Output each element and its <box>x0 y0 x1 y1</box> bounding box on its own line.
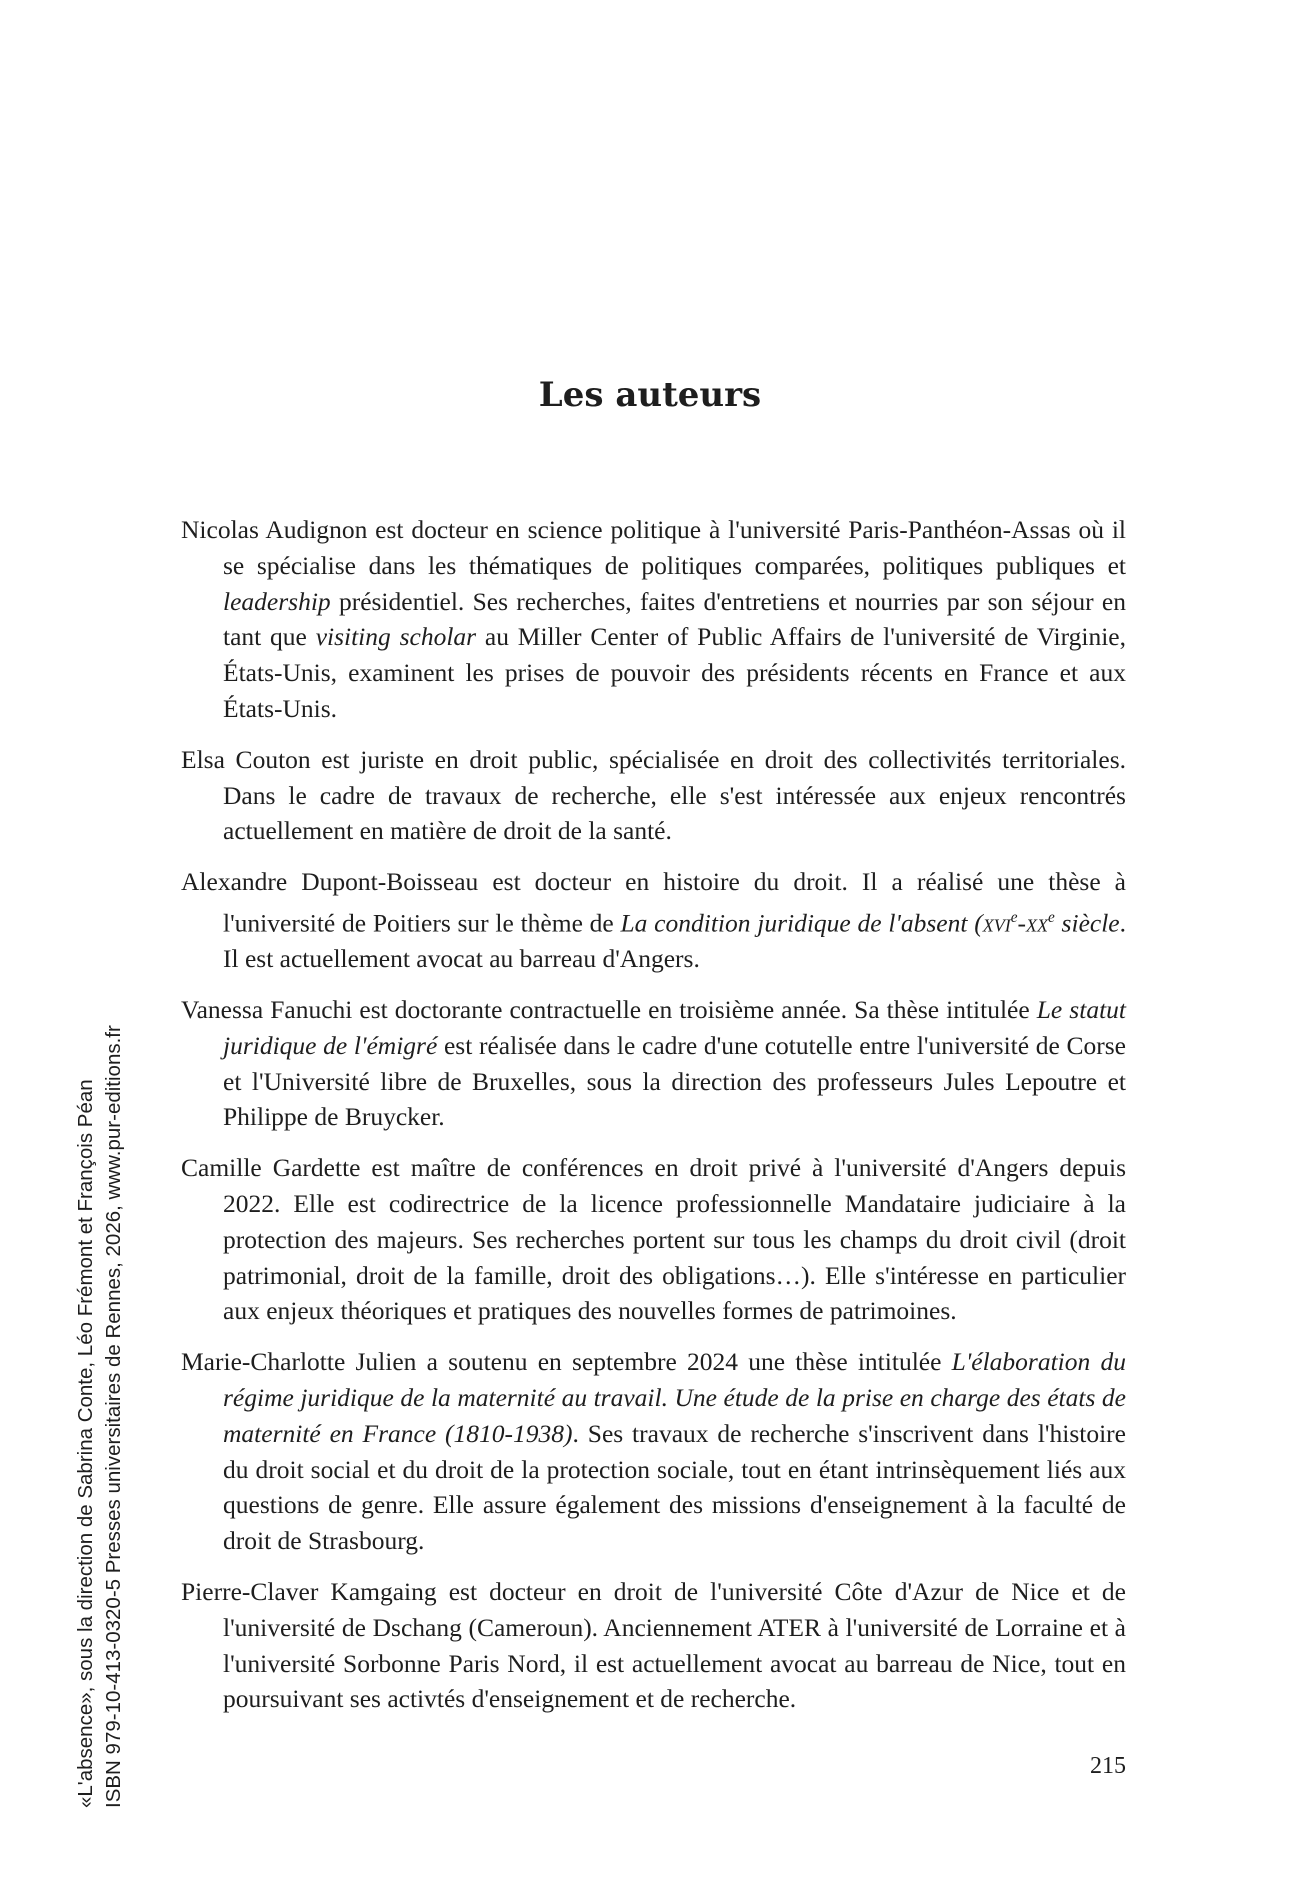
author-text: . Ses travaux de recherche s'inscrivent dans l'histoire du droit social et du droit de la protection sociale, tout en étant intrinsèquement liés aux questions de genre. Elle assure également des missions d'enseignement à la faculté de droit de Strasbourg. <box>223 1418 1126 1556</box>
author-text: visiting scholar <box>315 622 477 652</box>
author-text: Elsa Couton est juriste en droit public, spécialisée en droit des collectivités territoriales. Dans le cadre de travaux de recherche, elle s'est intéressée aux enjeux rencontrés actuellement en matière de droit de la santé. <box>181 744 1126 846</box>
author-list <box>181 512 1126 1717</box>
author-text: . Il est actuellement avocat au barreau d'Angers. <box>223 908 1126 974</box>
author-text: Alexandre Dupont-Boisseau est docteur en histoire du droit. Il a réalisé une thèse à l'université de Poitiers sur le thème de <box>181 867 1126 938</box>
author-text: Vanessa Fanuchi est doctorante contractuelle en troisième année. Sa thèse intitulée <box>181 995 1037 1025</box>
author-text: au Miller Center of Public Affairs de l'université de Virginie, États-Unis, examinent les prises de pouvoir des présidents récents en France et aux États-Unis. <box>223 622 1127 723</box>
copyright-line-1: «L'absence», sous la direction de Sabrina Conte, Léo Frémont et François Péan <box>74 1079 97 1808</box>
author-entry <box>181 864 1126 977</box>
author-text: xx <box>1026 908 1048 938</box>
copyright-line-2: ISBN 979-10-413-0320-5 Presses universitaires de Rennes, 2026, www.pur-editions.fr <box>102 1025 125 1808</box>
author-text: Pierre-Claver Kamgaing est docteur en droit de l'université Côte d'Azur de Nice et de l'université de Dschang (Cameroun). Anciennement ATER à l'université de Lorraine et à l'université Sorbonne Paris Nord, il est actuellement avocat au barreau de Nice, tout en poursuivant ses activtés d'enseignement et de recherche. <box>181 1577 1126 1714</box>
author-entry <box>181 992 1126 1135</box>
author-entry <box>181 1344 1126 1559</box>
author-entry <box>181 1574 1126 1717</box>
author-text: Le statut juridique de l'émigré <box>223 995 1126 1060</box>
author-text: xvi <box>982 908 1011 938</box>
author-entry <box>181 742 1126 849</box>
author-text: e <box>1048 908 1055 926</box>
author-text: La condition juridique de l'absent ( <box>620 908 983 938</box>
author-text: Marie-Charlotte Julien a soutenu en septembre 2024 une thèse intitulée <box>181 1347 952 1377</box>
author-text: - <box>1017 908 1026 938</box>
author-text: leadership <box>223 586 331 616</box>
author-text: Nicolas Audignon est docteur en science politique à l'université Paris-Panthéon-Assas où il se spécialise dans les thématiques de politiques comparées, politiques publiques et <box>181 515 1126 580</box>
author-text: présidentiel. Ses recherches, faites d'entretiens et nourries par son séjour en tant que <box>223 586 1126 652</box>
author-text: est réalisée dans le cadre d'une cotutelle entre l'université de Corse et l'Université libre de Bruxelles, sous la direction des professeurs Jules Lepoutre et Philippe de Bruycker. <box>223 1030 1126 1132</box>
author-text: e <box>1010 908 1018 926</box>
page-number: 215 <box>1090 1753 1126 1779</box>
author-entry <box>181 1150 1126 1329</box>
author-text: siècle <box>1054 908 1120 938</box>
author-text: L'élaboration du régime juridique de la maternité au travail. Une étude de la prise en charge des états de maternité en France (1810-1938) <box>223 1347 1126 1448</box>
page-title: Les auteurs <box>538 375 762 415</box>
author-text: Camille Gardette est maître de conférences en droit privé à l'université d'Angers depuis 2022. Elle est codirectrice de la licence professionnelle Mandataire judiciaire à la protection des majeurs. Ses recherches portent sur tous les champs du droit civil (droit patrimonial, droit de la famille, droit des obligations…). Elle s'intéresse en particulier aux enjeux théoriques et pratiques des nouvelles formes de patrimoines. <box>181 1153 1126 1326</box>
author-entry <box>181 512 1126 727</box>
copyright-note <box>72 858 128 1808</box>
